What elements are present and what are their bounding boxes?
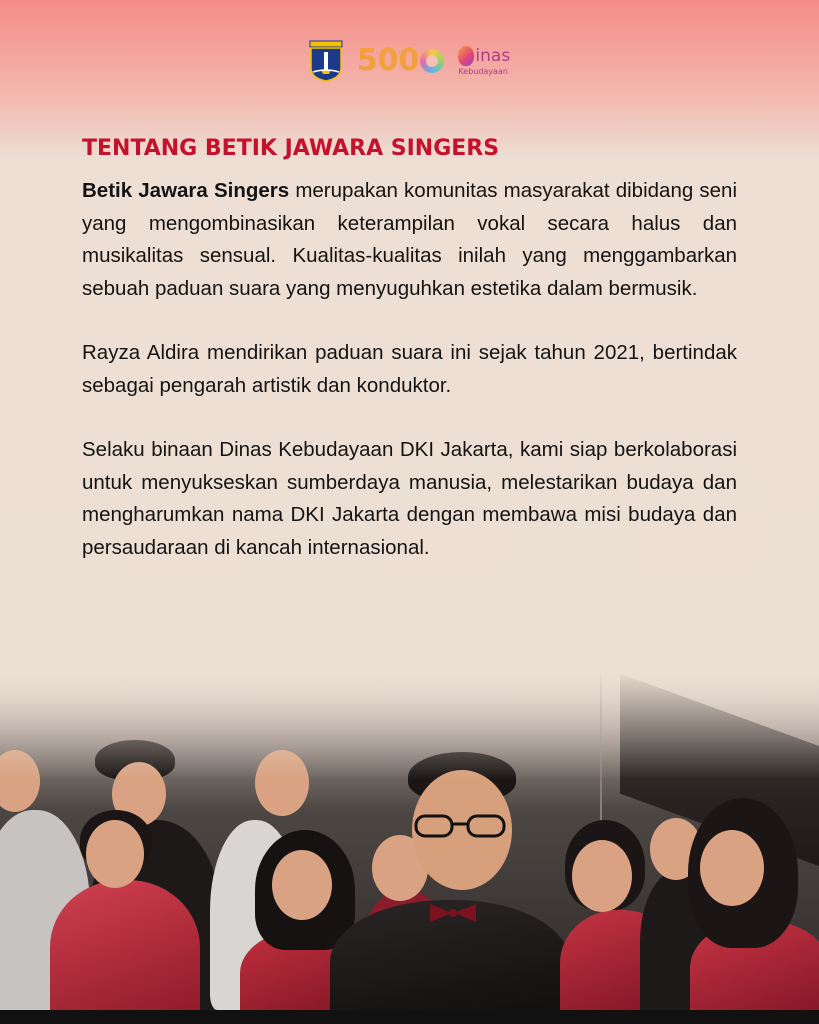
group-name: Betik Jawara Singers <box>82 179 290 202</box>
anniversary-number: 500 <box>356 43 420 78</box>
bowtie-icon <box>428 902 478 924</box>
singer-figure <box>50 880 200 1010</box>
singer-figure <box>560 910 680 1010</box>
conductor-hair <box>408 752 516 802</box>
singer-head <box>650 818 702 880</box>
singer-hair <box>688 798 798 948</box>
singer-head <box>255 750 309 816</box>
dinas-d-icon <box>458 46 474 66</box>
singer-figure <box>240 930 370 1010</box>
singer-figure <box>210 820 300 1010</box>
singer-figure <box>360 890 450 1010</box>
glasses-icon <box>412 810 512 840</box>
singer-head <box>0 750 40 812</box>
bottom-strip <box>0 1010 819 1024</box>
paragraph-founder: Rayza Aldira mendirikan paduan suara ini sejak tahun 2021, bertindak sebagai pengarah artistik dan konduktor. <box>82 341 737 397</box>
dinas-kebudayaan-logo <box>458 46 510 76</box>
about-section <box>82 136 737 564</box>
singer-figure <box>640 870 720 1010</box>
anniversary-500-logo <box>356 43 445 78</box>
conductor-suit <box>330 900 570 1010</box>
section-heading: TENTANG BETIK JAWARA SINGERS <box>82 136 500 161</box>
choir-photo <box>0 670 819 1010</box>
paragraph-intro-text: merupakan komunitas masyarakat dibidang seni yang mengombinasikan keterampilan vokal secara halus dan musikalitas sensual. Kualitas-kualitas inilah yang menggambarkan sebuah paduan suara yang menyuguhkan estetika dalam bermusik. <box>82 179 738 300</box>
conductor-head <box>412 770 512 890</box>
dinas-word: inas <box>475 45 511 66</box>
piano-lid <box>620 674 819 867</box>
paragraph-mission: Selaku binaan Dinas Kebudayaan DKI Jakarta, kami siap berkolaborasi untuk menyukseskan sumberdaya manusia, melestarikan budaya dan mengharumkan nama DKI Jakarta dengan membawa misi budaya dan persaudaraan di kancah internasional. <box>82 438 737 559</box>
singer-hijab <box>255 830 355 950</box>
paragraph-intro <box>82 175 737 305</box>
logo-bar <box>0 38 819 84</box>
singer-figure <box>690 920 819 1010</box>
dinas-subtitle: Kebudayaan <box>458 67 508 76</box>
dki-jakarta-crest-icon <box>309 40 343 82</box>
singer-hat <box>95 740 175 780</box>
singer-head <box>272 850 332 920</box>
singer-head <box>86 820 144 888</box>
singer-hair <box>565 820 645 910</box>
singer-head <box>700 830 764 906</box>
anniversary-ring-icon <box>420 49 444 73</box>
singer-head <box>572 840 632 912</box>
singer-figure <box>90 820 220 1010</box>
singer-head <box>112 762 166 826</box>
singer-head <box>372 835 428 901</box>
singer-figure <box>0 810 90 1010</box>
singer-hair <box>80 810 152 870</box>
wall-line <box>600 670 602 820</box>
